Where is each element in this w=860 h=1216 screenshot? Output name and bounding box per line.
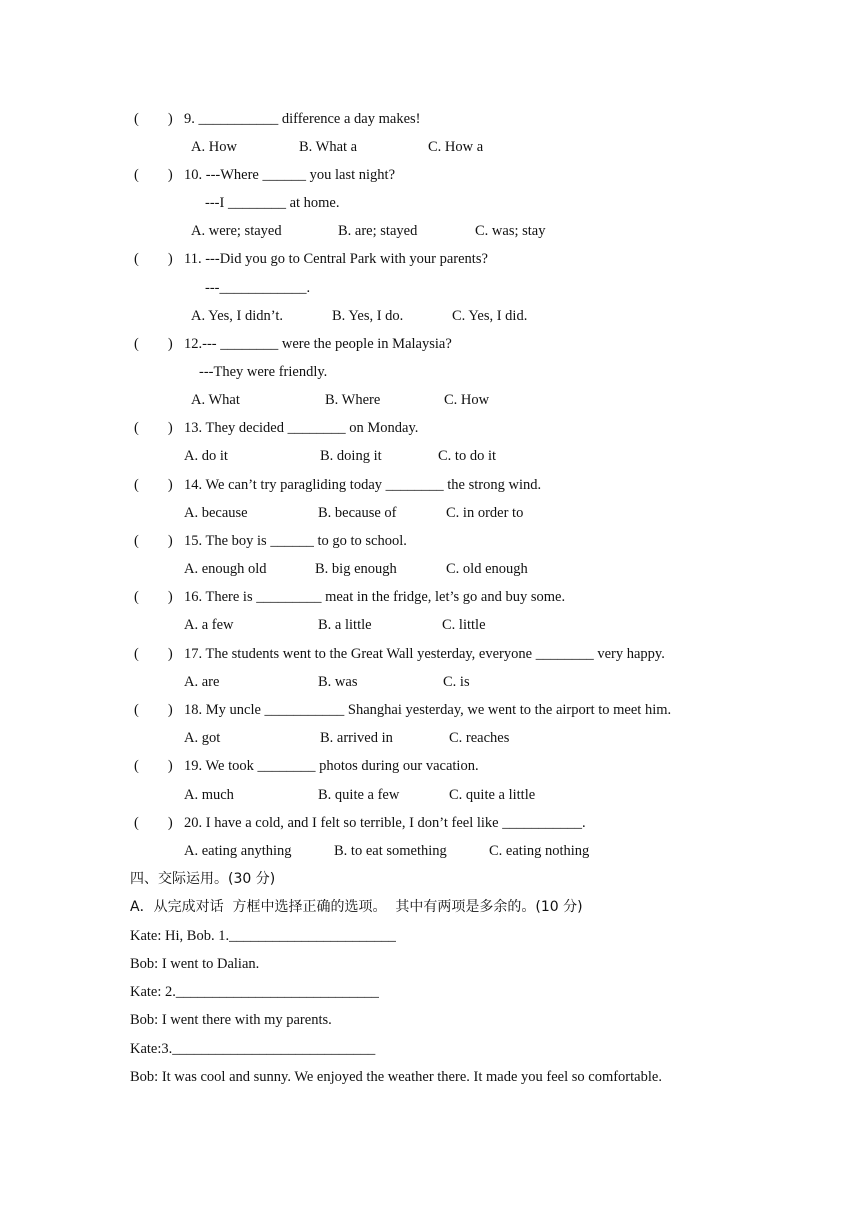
option-a[interactable]: A. How bbox=[191, 139, 237, 155]
question-9: 9. ___________ difference a day makes! bbox=[184, 111, 421, 127]
option-b[interactable]: B. big enough bbox=[315, 561, 397, 577]
option-b[interactable]: B. Yes, I do. bbox=[332, 308, 404, 324]
option-c[interactable]: C. eating nothing bbox=[489, 843, 590, 859]
answer-paren[interactable]: ( ) bbox=[134, 702, 173, 718]
dialogue-line: Bob: It was cool and sunny. We enjoyed the weather there. It made you feel so comfortable. bbox=[130, 1069, 662, 1085]
option-c[interactable]: C. was; stay bbox=[475, 223, 546, 239]
answer-paren[interactable]: ( ) bbox=[134, 167, 173, 183]
option-b[interactable]: B. was bbox=[318, 674, 358, 690]
option-c[interactable]: C. little bbox=[442, 617, 486, 633]
question-10-reply: ---I ________ at home. bbox=[205, 195, 340, 211]
question-20: 20. I have a cold, and I felt so terrible, I don’t feel like ___________. bbox=[184, 815, 586, 831]
answer-paren[interactable]: ( ) bbox=[134, 533, 173, 549]
option-a[interactable]: A. What bbox=[191, 392, 240, 408]
answer-paren[interactable]: ( ) bbox=[134, 646, 173, 662]
option-b[interactable]: B. are; stayed bbox=[338, 223, 418, 239]
option-a[interactable]: A. much bbox=[184, 787, 234, 803]
option-c[interactable]: C. old enough bbox=[446, 561, 528, 577]
question-13: 13. They decided ________ on Monday. bbox=[184, 420, 419, 436]
answer-paren[interactable]: ( ) bbox=[134, 420, 173, 436]
option-b[interactable]: B. quite a few bbox=[318, 787, 400, 803]
option-b[interactable]: B. arrived in bbox=[320, 730, 393, 746]
answer-paren[interactable]: ( ) bbox=[134, 815, 173, 831]
option-c[interactable]: C. How a bbox=[428, 139, 484, 155]
question-19: 19. We took ________ photos during our vacation. bbox=[184, 758, 479, 774]
option-c[interactable]: C. is bbox=[443, 674, 470, 690]
option-a[interactable]: A. a few bbox=[184, 617, 234, 633]
option-b[interactable]: B. doing it bbox=[320, 448, 382, 464]
dialogue-line: Bob: I went to Dalian. bbox=[130, 956, 260, 972]
section-heading: 四、交际运用。(30 分) bbox=[130, 871, 276, 887]
option-c[interactable]: C. How bbox=[444, 392, 490, 408]
question-10: 10. ---Where ______ you last night? bbox=[184, 167, 396, 183]
question-16: 16. There is _________ meat in the fridge, let’s go and buy some. bbox=[184, 589, 566, 605]
option-c[interactable]: C. Yes, I did. bbox=[452, 308, 528, 324]
option-a[interactable]: A. because bbox=[184, 505, 248, 521]
question-14: 14. We can’t try paragliding today ________ the strong wind. bbox=[184, 477, 542, 493]
option-a[interactable]: A. eating anything bbox=[184, 843, 292, 859]
answer-paren[interactable]: ( ) bbox=[134, 477, 173, 493]
question-17: 17. The students went to the Great Wall yesterday, everyone ________ very happy. bbox=[184, 646, 665, 662]
option-a[interactable]: A. do it bbox=[184, 448, 228, 464]
answer-paren[interactable]: ( ) bbox=[134, 758, 173, 774]
option-b[interactable]: B. because of bbox=[318, 505, 397, 521]
option-c[interactable]: C. quite a little bbox=[449, 787, 536, 803]
question-12-reply: ---They were friendly. bbox=[199, 364, 328, 380]
option-b[interactable]: B. Where bbox=[325, 392, 381, 408]
option-c[interactable]: C. in order to bbox=[446, 505, 524, 521]
option-a[interactable]: A. enough old bbox=[184, 561, 267, 577]
question-11-reply: ---____________. bbox=[205, 280, 311, 296]
answer-paren[interactable]: ( ) bbox=[134, 111, 173, 127]
question-18: 18. My uncle ___________ Shanghai yesterday, we went to the airport to meet him. bbox=[184, 702, 672, 718]
option-c[interactable]: C. to do it bbox=[438, 448, 497, 464]
dialogue-line: Kate:3.____________________________ bbox=[130, 1041, 376, 1057]
answer-paren[interactable]: ( ) bbox=[134, 336, 173, 352]
option-a[interactable]: A. were; stayed bbox=[191, 223, 282, 239]
question-11: 11. ---Did you go to Central Park with your parents? bbox=[184, 251, 488, 267]
part-a-instruction: A．从完成对话 方框中选择正确的选项。 其中有两项是多余的。(10 分) bbox=[130, 899, 583, 915]
option-a[interactable]: A. are bbox=[184, 674, 220, 690]
option-a[interactable]: A. Yes, I didn’t. bbox=[191, 308, 283, 324]
dialogue-line: Kate: Hi, Bob. 1._______________________ bbox=[130, 928, 396, 944]
answer-paren[interactable]: ( ) bbox=[134, 251, 173, 267]
dialogue-line: Bob: I went there with my parents. bbox=[130, 1012, 332, 1028]
answer-paren[interactable]: ( ) bbox=[134, 589, 173, 605]
option-b[interactable]: B. a little bbox=[318, 617, 372, 633]
dialogue-line: Kate: 2.____________________________ bbox=[130, 984, 379, 1000]
question-15: 15. The boy is ______ to go to school. bbox=[184, 533, 407, 549]
option-a[interactable]: A. got bbox=[184, 730, 221, 746]
option-b[interactable]: B. to eat something bbox=[334, 843, 447, 859]
option-b[interactable]: B. What a bbox=[299, 139, 358, 155]
question-12: 12.--- ________ were the people in Malaysia? bbox=[184, 336, 452, 352]
option-c[interactable]: C. reaches bbox=[449, 730, 510, 746]
